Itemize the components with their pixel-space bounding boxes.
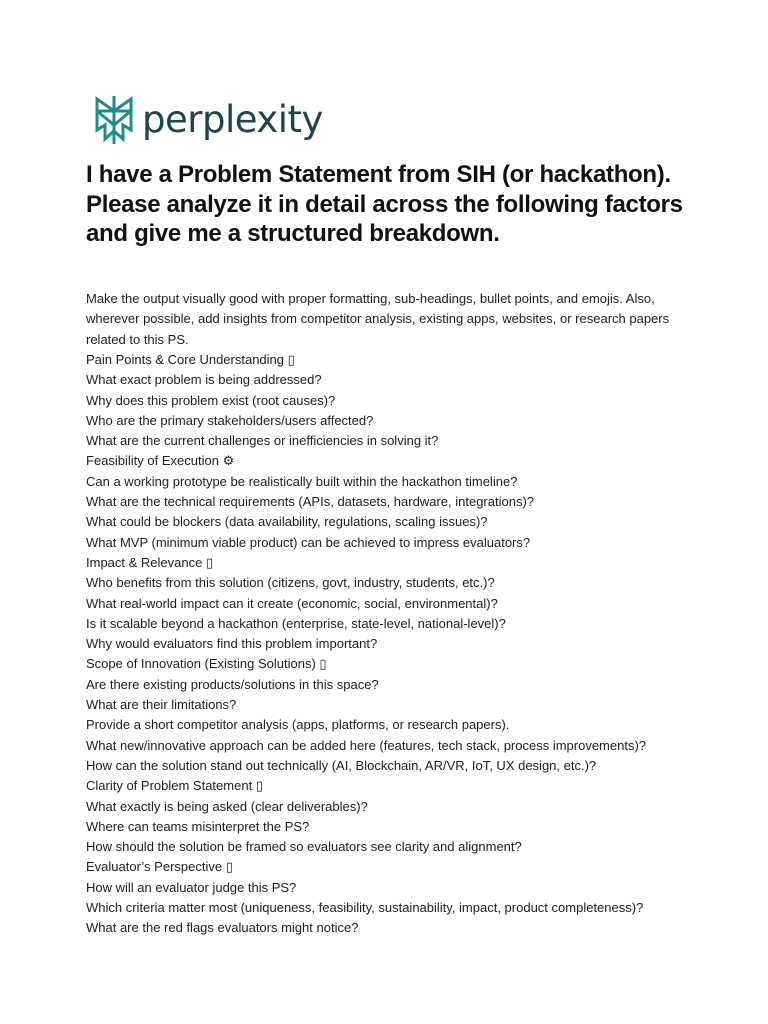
list-item: What exact problem is being addressed? <box>86 372 322 388</box>
list-item: Pain Points & Core Understanding ▯ <box>86 352 295 367</box>
list-item: Why would evaluators find this problem important? <box>86 636 378 652</box>
list-item: Why does this problem exist (root causes)? <box>86 392 336 408</box>
list-item: Is it scalable beyond a hackathon (enterprise, state-level, national-level)? <box>86 615 506 631</box>
list-item: Who benefits from this solution (citizens, govt, industry, students, etc.)? <box>86 575 495 591</box>
list-item: Who are the primary stakeholders/users affected? <box>86 412 374 428</box>
list-item: What exactly is being asked (clear deliverables)? <box>86 798 368 814</box>
list-item: Impact & Relevance ▯ <box>86 554 214 570</box>
list-item: How should the solution be framed so evaluators see clarity and alignment? <box>86 839 522 855</box>
brand-logo <box>92 92 323 148</box>
list-item: Can a working prototype be realistically built within the hackathon timeline? <box>86 473 518 489</box>
list-item: Feasibility of Execution ⚙ <box>86 453 235 469</box>
list-item: What new/innovative approach can be added here (features, tech stack, process improvements)? <box>86 737 647 753</box>
brand-name: perplexity <box>142 98 323 141</box>
list-item: How will an evaluator judge this PS? <box>86 879 297 895</box>
list-item: What are the red flags evaluators might notice? <box>86 920 359 936</box>
list-item: What are the current challenges or inefficiencies in solving it? <box>86 433 439 449</box>
list-item: Are there existing products/solutions in this space? <box>86 676 379 692</box>
list-item: Where can teams misinterpret the PS? <box>86 818 310 834</box>
question-list <box>86 350 686 939</box>
document-title: I have a Problem Statement from SIH (or hackathon). Please analyze it in detail across the following factors and give me a structured breakdown. <box>86 161 683 247</box>
list-item: Clarity of Problem Statement ▯ <box>86 778 263 794</box>
list-item: What are the technical requirements (APIs, datasets, hardware, integrations)? <box>86 494 534 510</box>
list-item: Evaluator’s Perspective ▯ <box>86 859 233 875</box>
list-item: What could be blockers (data availability, regulations, scaling issues)? <box>86 514 488 530</box>
list-item: Scope of Innovation (Existing Solutions) ▯ <box>86 656 327 672</box>
list-item: What are their limitations? <box>86 697 237 713</box>
list-item: How can the solution stand out technically (AI, Blockchain, AR/VR, IoT, UX design, etc.)? <box>86 757 597 773</box>
intro-paragraph: Make the output visually good with proper formatting, sub-headings, bullet points, and emojis. Also, wherever possible, add insights from competitor analysis, existing apps, websites, or research papers related to this PS. <box>86 291 670 347</box>
perplexity-logo-icon <box>92 94 136 146</box>
list-item: Provide a short competitor analysis (apps, platforms, or research papers). <box>86 717 510 733</box>
list-item: What MVP (minimum viable product) can be achieved to impress evaluators? <box>86 534 531 550</box>
list-item: Which criteria matter most (uniqueness, feasibility, sustainability, impact, product completeness)? <box>86 900 644 916</box>
list-item: What real-world impact can it create (economic, social, environmental)? <box>86 595 498 611</box>
